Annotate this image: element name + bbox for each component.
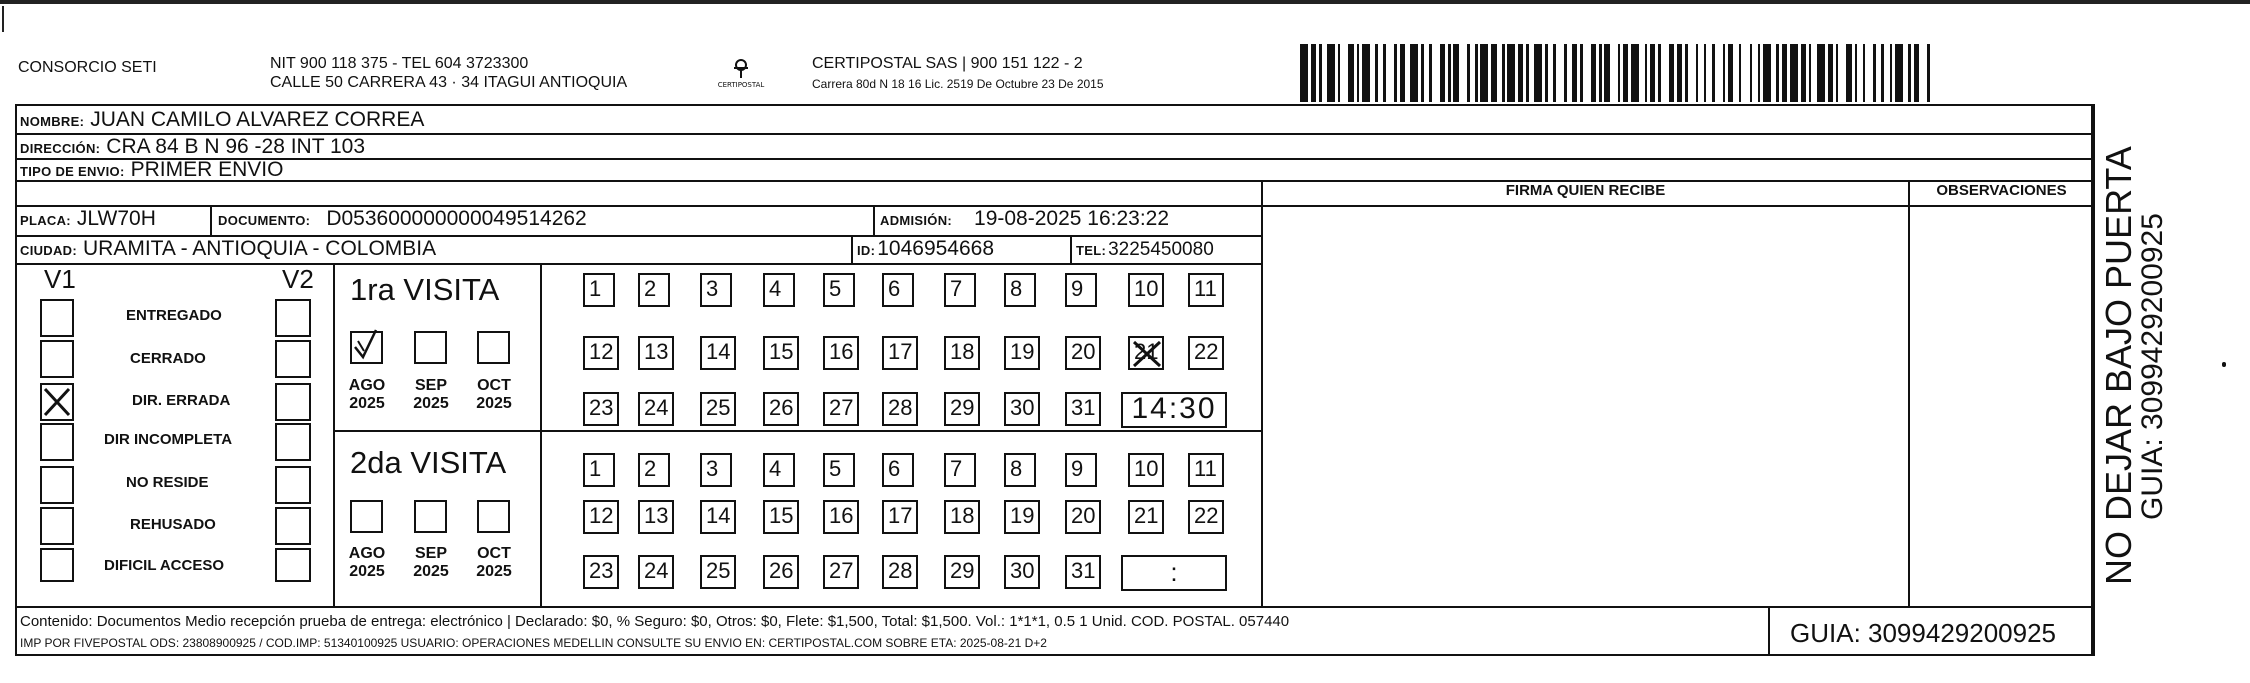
barcode-bar	[1688, 44, 1696, 102]
barcode-bar	[1300, 44, 1308, 102]
v1-checkbox[interactable]	[40, 340, 74, 378]
col-divider	[1261, 180, 1263, 606]
day-checkbox[interactable]: 12	[583, 500, 619, 534]
barcode-bar	[1534, 44, 1542, 102]
day-checkbox[interactable]: 6	[882, 273, 914, 307]
day-checkbox[interactable]: 11	[1188, 453, 1224, 487]
day-checkbox[interactable]: 31	[1065, 555, 1101, 589]
barcode-bar	[1661, 44, 1669, 102]
nit-line-2: CALLE 50 CARRERA 43 · 34 ITAGUI ANTIOQUIA	[270, 74, 628, 91]
v2-checkbox[interactable]	[275, 340, 311, 378]
v1-label: V1	[44, 264, 76, 294]
v2-label: V2	[282, 264, 314, 294]
barcode-bar	[1507, 44, 1515, 102]
status-label: DIFICIL ACCESO	[104, 557, 225, 574]
day-checkbox[interactable]: 25	[700, 392, 736, 426]
status-label: DIR INCOMPLETA	[104, 431, 233, 448]
day-checkbox[interactable]: 27	[823, 555, 859, 589]
barcode-bar	[1763, 44, 1771, 102]
month-label: OCT 2025	[476, 377, 512, 412]
v2-checkbox[interactable]	[275, 383, 311, 421]
admision-value: 19-08-2025 16:23:22	[974, 207, 1170, 230]
barcode-bar	[1919, 44, 1927, 102]
barcode-bar	[1838, 44, 1846, 102]
tipo-envio-field	[20, 158, 283, 182]
v1-checkbox[interactable]	[40, 299, 74, 337]
certipostal-line-1: CERTIPOSTAL SAS | 900 151 122 - 2	[812, 55, 1083, 72]
barcode-bar	[1817, 44, 1825, 102]
barcode-bar	[1432, 44, 1440, 102]
day-checkbox[interactable]: 23	[583, 555, 619, 589]
month-label: AGO 2025	[348, 377, 386, 412]
day-checkbox[interactable]: 17	[882, 336, 918, 370]
day-checkbox[interactable]: 17	[882, 500, 918, 534]
day-checkbox[interactable]: 15	[763, 500, 799, 534]
v2-checkbox[interactable]	[275, 507, 311, 545]
day-checkbox[interactable]: 22	[1188, 500, 1224, 534]
tracking-barcode	[1300, 44, 1934, 102]
barcode-bar	[1610, 44, 1618, 102]
day-checkbox[interactable]: 31	[1065, 392, 1101, 426]
month-label: OCT 2025	[476, 545, 512, 580]
ciudad-field	[20, 237, 436, 261]
day-checkbox[interactable]: 14	[700, 500, 736, 534]
barcode-bar	[1386, 44, 1394, 102]
documento-label: DOCUMENTO:	[218, 213, 311, 228]
day-checkbox[interactable]: 13	[638, 500, 674, 534]
id-label: ID:	[857, 243, 876, 258]
barcode-bar	[1556, 44, 1564, 102]
no-dejar-bajo-puerta: NO DEJAR BAJO PUERTA	[2098, 146, 2139, 585]
tel-field	[1076, 239, 1214, 261]
col-divider	[540, 263, 542, 606]
day-checkbox[interactable]: 25	[700, 555, 736, 589]
day-checkbox[interactable]: 23	[583, 392, 619, 426]
day-checkbox[interactable]: 26	[763, 555, 799, 589]
row-divider	[1263, 205, 2093, 207]
month-checkbox[interactable]	[414, 331, 447, 364]
day-checkbox[interactable]: 5	[823, 273, 855, 307]
day-checkbox[interactable]: 26	[763, 392, 799, 426]
direccion-field	[20, 135, 365, 159]
barcode-bar	[1715, 44, 1723, 102]
day-checkbox[interactable]: 2	[638, 273, 670, 307]
documento-field	[218, 207, 587, 231]
v2-checkbox[interactable]	[275, 299, 311, 337]
day-checkbox[interactable]: 16	[823, 500, 859, 534]
barcode-bar	[1631, 44, 1639, 102]
day-checkbox[interactable]: 19	[1004, 336, 1040, 370]
v1-checkbox[interactable]	[40, 423, 74, 461]
first-visit-title: 1ra VISITA	[350, 272, 500, 307]
day-checkbox[interactable]: 2	[638, 453, 670, 487]
ciudad-label: CIUDAD:	[20, 243, 77, 258]
day-checkbox[interactable]: 30	[1004, 392, 1040, 426]
direccion-label: DIRECCIÓN:	[20, 141, 101, 156]
barcode-bar	[1410, 44, 1418, 102]
day-checkbox[interactable]: 1	[583, 453, 615, 487]
documento-value: D053600000000049514262	[326, 207, 587, 230]
day-checkbox[interactable]: 18	[944, 500, 980, 534]
day-checkbox[interactable]: 8	[1004, 273, 1036, 307]
row-divider	[15, 263, 1263, 265]
barcode-bar	[1480, 44, 1488, 102]
day-checkbox[interactable]: 21	[1128, 500, 1164, 534]
day-checkbox[interactable]: 29	[944, 392, 980, 426]
day-checkbox[interactable]: 16	[823, 336, 859, 370]
day-checkbox[interactable]: 20	[1065, 500, 1101, 534]
barcode-bar	[1930, 44, 1933, 102]
month-checkbox[interactable]	[477, 500, 510, 533]
day-checkbox[interactable]: 8	[1004, 453, 1036, 487]
barcode-bar	[1459, 44, 1467, 102]
day-checkbox[interactable]: 18	[944, 336, 980, 370]
col-divider	[851, 235, 853, 263]
day-checkbox[interactable]: 10	[1128, 453, 1164, 487]
v1-checkbox[interactable]	[40, 466, 74, 504]
guia-number: GUIA: 3099429200925	[1790, 618, 2056, 648]
day-checkbox[interactable]: 13	[638, 336, 674, 370]
v1-checkbox[interactable]	[40, 548, 74, 582]
day-checkbox[interactable]: 6	[882, 453, 914, 487]
tipo-envio-value: PRIMER ENVIO	[130, 158, 284, 181]
day-checkbox[interactable]: 20	[1065, 336, 1101, 370]
second-visit-title: 2da VISITA	[350, 445, 507, 480]
day-checkbox[interactable]: 14	[700, 336, 736, 370]
day-checkbox[interactable]: 5	[823, 453, 855, 487]
day-checkbox[interactable]: 28	[882, 392, 918, 426]
day-checkbox[interactable]: 30	[1004, 555, 1040, 589]
day-checkbox[interactable]: 3	[700, 453, 732, 487]
col-divider	[1768, 606, 1770, 656]
col-divider	[210, 205, 212, 235]
certipostal-line-2: Carrera 80d N 18 16 Lic. 2519 De Octubre 23 De 2015	[812, 77, 1104, 91]
day-checkbox[interactable]: 22	[1188, 336, 1224, 370]
barcode-bar	[1327, 44, 1335, 102]
observaciones-header: OBSERVACIONES	[1936, 182, 2067, 199]
nit-line-1: NIT 900 118 375 - TEL 604 3723300	[270, 55, 529, 72]
day-checkbox[interactable]: 3	[700, 273, 732, 307]
day-checkbox[interactable]: 27	[823, 392, 859, 426]
day-checkbox[interactable]: 1	[583, 273, 615, 307]
day-checkbox[interactable]: 4	[763, 273, 795, 307]
nombre-field	[20, 108, 424, 132]
v1-checkbox[interactable]	[40, 507, 74, 545]
status-label: DIR. ERRADA	[132, 392, 231, 409]
v2-checkbox[interactable]	[275, 423, 311, 461]
placa-value: JLW70H	[76, 207, 156, 230]
status-label: NO RESIDE	[126, 474, 209, 491]
day-checkbox[interactable]: 12	[583, 336, 619, 370]
month-label: AGO 2025	[348, 545, 386, 580]
barcode-bar	[1340, 44, 1348, 102]
month-checkbox[interactable]	[414, 500, 447, 533]
id-field	[857, 237, 994, 261]
svg-text:CERTIPOSTAL: CERTIPOSTAL	[717, 81, 765, 89]
col-divider	[2093, 104, 2095, 656]
second-visit-time[interactable]: :	[1121, 555, 1227, 591]
ciudad-value: URAMITA - ANTIOQUIA - COLOMBIA	[82, 237, 437, 260]
month-label: SEP 2025	[413, 545, 449, 580]
admision-label: ADMISIÓN:	[880, 213, 953, 228]
day-checkbox[interactable]: 9	[1065, 273, 1097, 307]
firma-header: FIRMA QUIEN RECIBE	[1505, 182, 1666, 199]
left-margin-mark	[2, 6, 4, 32]
v2-checkbox[interactable]	[275, 466, 311, 504]
barcode-bar	[1895, 44, 1903, 102]
visit-divider	[335, 430, 1263, 432]
id-value: 1046954668	[877, 237, 995, 260]
check-mark-icon	[350, 327, 386, 363]
barcode-bar	[1865, 44, 1873, 102]
contenido-text: Contenido: Documentos Medio recepción prueba de entrega: electrónico | Declarado: $0, % Seguro: $0, Otros: $0, Flete: $1,500, Total: $1,500. Vol.: 1*1*1, 0.5 1 Unid. COD. POSTAL. 057440	[20, 613, 1290, 630]
day-checkbox[interactable]: 28	[882, 555, 918, 589]
day-checkbox[interactable]: 24	[638, 392, 674, 426]
day-checkbox[interactable]: 10	[1128, 273, 1164, 307]
tel-value: 3225450080	[1108, 239, 1214, 260]
placa-label: PLACA:	[20, 213, 71, 228]
status-label: ENTREGADO	[126, 307, 222, 324]
col-divider	[333, 263, 335, 606]
day-checkbox[interactable]: 7	[944, 273, 976, 307]
certipostal-logo	[712, 56, 770, 96]
placa-field	[20, 207, 156, 231]
col-divider	[1908, 180, 1910, 606]
status-label: REHUSADO	[130, 516, 216, 533]
day-checkbox[interactable]: 9	[1065, 453, 1097, 487]
top-cut-line	[0, 0, 2250, 4]
day-checkbox[interactable]: 19	[1004, 500, 1040, 534]
day-checkbox[interactable]: 11	[1188, 273, 1224, 307]
day-checkbox[interactable]: 15	[763, 336, 799, 370]
col-divider	[1070, 235, 1072, 263]
barcode-bar	[1741, 44, 1749, 102]
admision-field	[880, 207, 1169, 231]
day-checkbox[interactable]: 4	[763, 453, 795, 487]
barcode-bar	[1790, 44, 1798, 102]
tipo-envio-label: TIPO DE ENVIO:	[20, 164, 125, 179]
day-checkbox[interactable]: 21	[1128, 336, 1164, 370]
day-checkbox[interactable]: 7	[944, 453, 976, 487]
day-checkbox[interactable]: 24	[638, 555, 674, 589]
first-visit-time[interactable]: 14:30	[1121, 392, 1227, 428]
v2-checkbox[interactable]	[275, 548, 311, 582]
month-checkbox[interactable]	[350, 331, 383, 364]
footer-divider	[15, 606, 2093, 608]
stray-dot	[2222, 362, 2226, 367]
tel-label: TEL:	[1076, 243, 1107, 258]
month-checkbox[interactable]	[350, 500, 383, 533]
imp-text: IMP POR FIVEPOSTAL ODS: 23808900925 / COD.IMP: 51340100925 USUARIO: OPERACIONES MEDELLIN CONSULTE SU ENVIO EN: CERTIPOSTAL.COM SOBRE ETA: 2025-08-21 D+2	[20, 636, 1047, 650]
nombre-value: JUAN CAMILO ALVAREZ CORREA	[90, 108, 425, 131]
v1-checkbox[interactable]	[40, 383, 74, 421]
check-mark-icon	[42, 385, 72, 419]
direccion-value: CRA 84 B N 96 -28 INT 103	[106, 135, 366, 158]
status-label: CERRADO	[130, 350, 206, 367]
company-name: CONSORCIO SETI	[18, 59, 157, 76]
col-divider	[873, 205, 875, 235]
side-guia-number: GUIA: 3099429200925	[2136, 213, 2169, 520]
month-label: SEP 2025	[413, 377, 449, 412]
barcode-bar	[1362, 44, 1370, 102]
month-checkbox[interactable]	[477, 331, 510, 364]
day-checkbox[interactable]: 29	[944, 555, 980, 589]
nombre-label: NOMBRE:	[20, 114, 85, 129]
barcode-bar	[1583, 44, 1591, 102]
